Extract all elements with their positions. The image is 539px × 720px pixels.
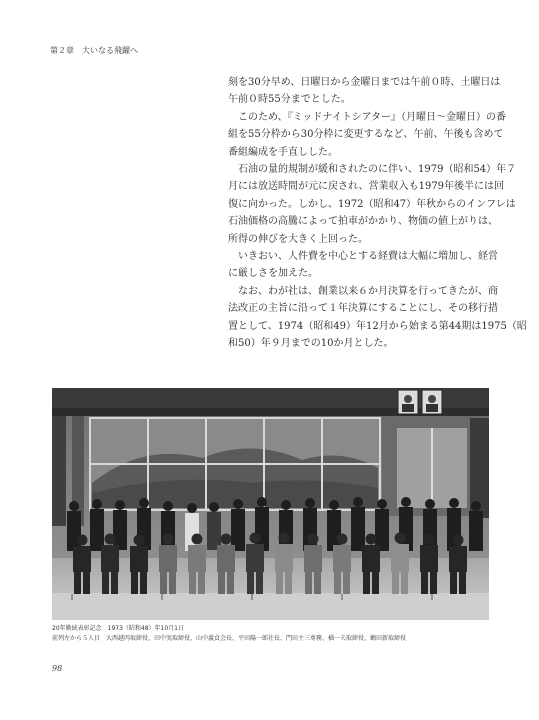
- body-line: このため、『ミッドナイトシアター』（月曜日～金曜日）の番: [228, 111, 506, 123]
- page-number: 98: [52, 664, 63, 673]
- body-line: 和50）年９月までの10か月とした。: [228, 338, 394, 350]
- caption-names: 前列左から５人目 大西越丙取締役、田中実取締役、山中義貞会長、平田陽一郎社長、門田主三専務、楢一夫取締役、蝋田新取締役: [52, 635, 407, 642]
- group-photo: [52, 388, 489, 620]
- body-line: 石油の量的規制が緩和されたのに伴い、1979（昭和54）年７: [228, 164, 517, 176]
- photo-caption: [52, 624, 502, 644]
- body-line: 所得の伸びを大きく上回った。: [228, 233, 368, 245]
- body-line: 復に向かった。しかし、1972（昭和47）年秋からのインフレは: [228, 198, 516, 210]
- body-line: 組を55分枠から30分枠に変更するなど、午前、午後も含めて: [228, 129, 504, 141]
- body-line: 刻を30分早め、日曜日から金曜日までは午前０時、土曜日は: [228, 77, 501, 88]
- body-line: 番組編成を手直しした。: [228, 146, 338, 158]
- chapter-header: 第２章 大いなる飛躍へ: [50, 46, 138, 55]
- body-line: 法改正の主旨に沿って１年決算にすることにし、その移行措: [228, 303, 498, 315]
- body-line: 石油価格の高騰によって拍車がかかり、物価の値上がりは、: [228, 216, 498, 228]
- body-line: いきおい、人件費を中心とする経費は大幅に増加し、経営: [228, 251, 498, 263]
- caption-title: 20年勤続表彰記念 1973（昭和48）年10月1日: [52, 625, 184, 632]
- body-line: に厳しさを加えた。: [228, 268, 318, 280]
- body-line: 置として、1974（昭和49）年12月から始まる第44期は1975（昭: [228, 320, 527, 332]
- body-line: 午前０時55分までとした。: [228, 94, 351, 106]
- body-text: [228, 74, 527, 353]
- body-line: 月には放送時間が元に戻され、営業収入も1979年後半には回: [228, 181, 505, 193]
- body-line: なお、わが社は、創業以来６か月決算を行ってきたが、商: [228, 285, 498, 297]
